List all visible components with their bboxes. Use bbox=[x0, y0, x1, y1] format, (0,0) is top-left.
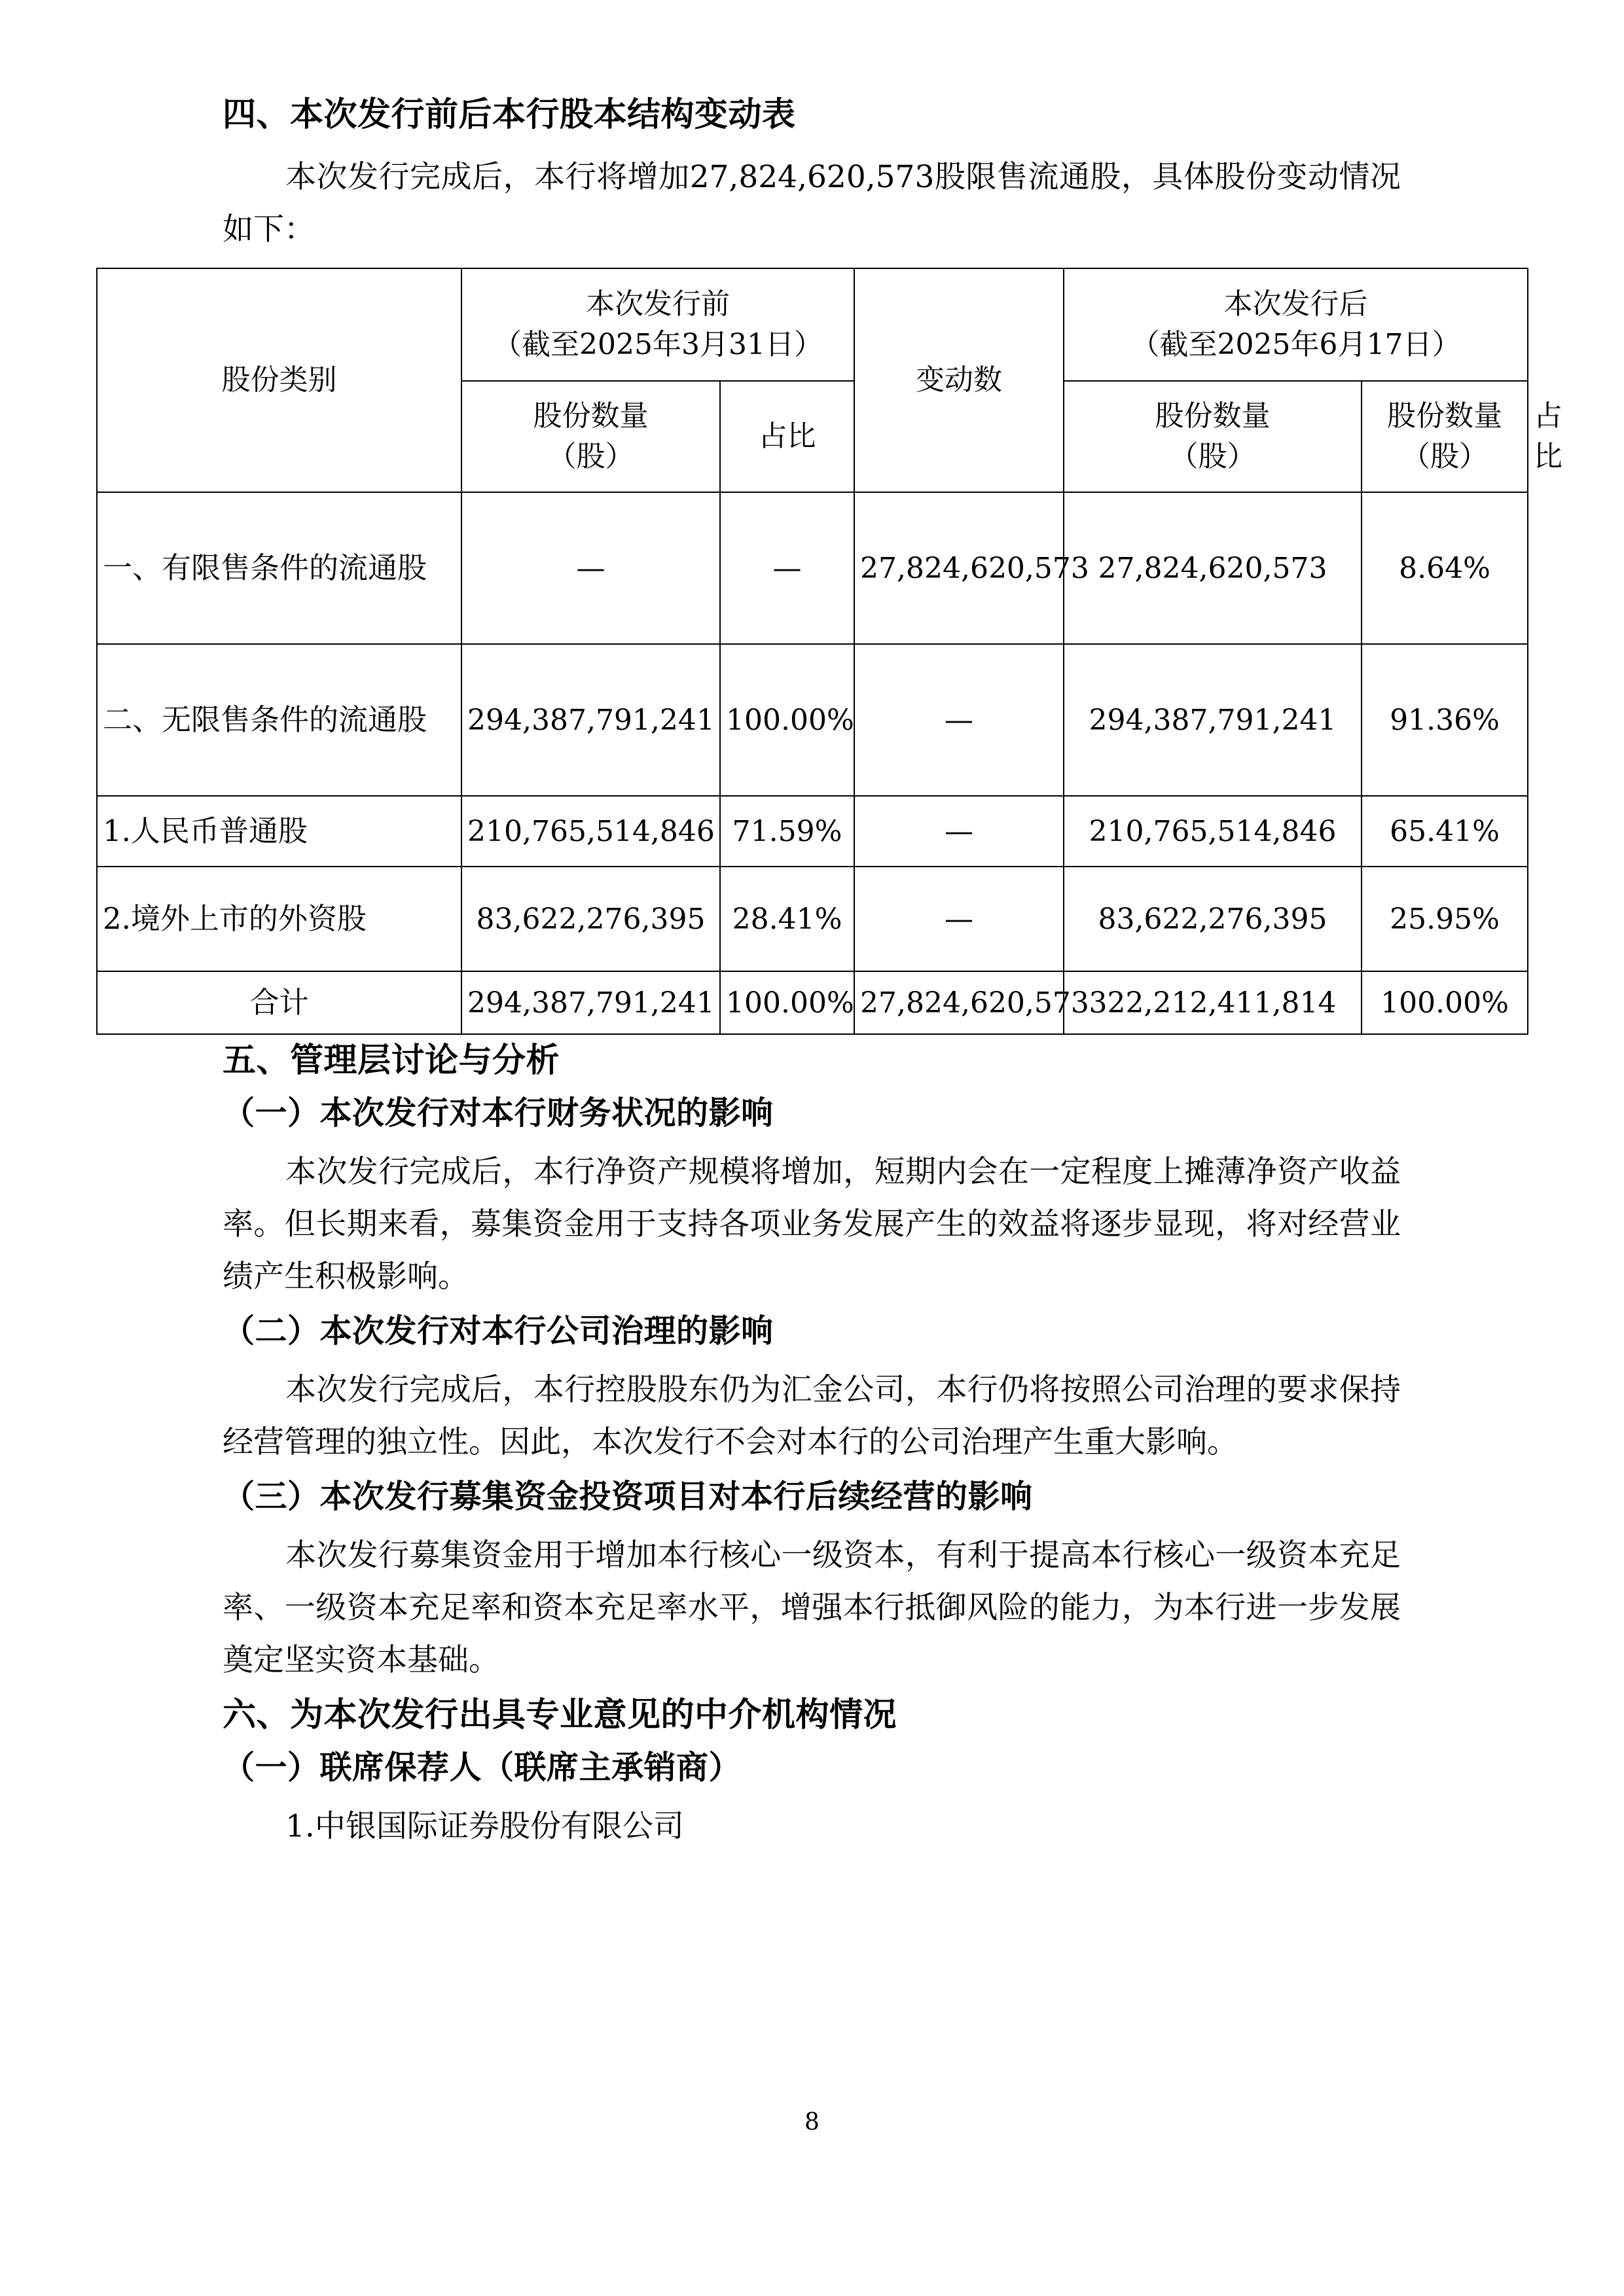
heading-5-1: （一）本次发行对本行财务状况的影响 bbox=[223, 1094, 774, 1132]
heading-section-four: 四、本次发行前后本行股本结构变动表 bbox=[223, 95, 796, 134]
row-shares-after: 294,387,791,241 bbox=[1064, 644, 1362, 796]
row-shares-before: — bbox=[461, 492, 720, 644]
header-group-after bbox=[1064, 268, 1528, 381]
table-row bbox=[97, 867, 1528, 971]
row-pct-before: 28.41% bbox=[720, 867, 854, 971]
row-label: 2.境外上市的外资股 bbox=[97, 867, 461, 971]
row-change: — bbox=[854, 796, 1064, 867]
row-shares-before: 83,622,276,395 bbox=[461, 867, 720, 971]
header-category: 股份类别 bbox=[97, 268, 461, 492]
header-group-change: 变动数 bbox=[854, 268, 1064, 492]
header-shares-after-l2: （股） bbox=[1401, 440, 1488, 473]
row-pct-before: 100.00% bbox=[720, 971, 854, 1034]
row-shares-before: 210,765,514,846 bbox=[461, 796, 720, 867]
paragraph-5-3: 本次发行募集资金用于增加本行核心一级资本，有利于提高本行核心一级资本充足率、一级资本充足率和资本充足率水平，增强本行抵御风险的能力，为本行进一步发展奠定坚实资本基础。 bbox=[223, 1537, 1401, 1678]
header-shares-change-l2: （股） bbox=[1169, 440, 1256, 473]
table-row bbox=[97, 492, 1528, 644]
table-header-row-sub: 股份数量 （股） 占比 股份数量 （股） 股份数量 （股） 占比 bbox=[97, 381, 1528, 492]
row-shares-before: 294,387,791,241 bbox=[461, 971, 720, 1034]
heading-5-2: （二）本次发行对本行公司治理的影响 bbox=[223, 1312, 774, 1350]
row-shares-before: 294,387,791,241 bbox=[461, 644, 720, 796]
table-header-row-groups bbox=[97, 268, 1528, 381]
share-structure-table bbox=[96, 268, 1562, 1035]
table-row-total bbox=[97, 971, 1528, 1034]
paragraph-5-1: 本次发行完成后，本行净资产规模将增加，短期内会在一定程度上摊薄净资产收益率。但长期来看，募集资金用于支持各项业务发展产生的效益将逐步显现，将对经营业绩产生积极影响。 bbox=[223, 1154, 1401, 1295]
row-pct-before: — bbox=[720, 492, 854, 644]
header-group-before bbox=[461, 268, 854, 381]
row-change: 27,824,620,573 bbox=[854, 971, 1064, 1034]
row-label: 合计 bbox=[97, 971, 461, 1034]
heading-section-six: 六、为本次发行出具专业意见的中介机构情况 bbox=[223, 1695, 897, 1734]
row-shares-after: 27,824,620,573 bbox=[1064, 492, 1362, 644]
table-row bbox=[97, 796, 1528, 867]
row-label: 二、无限售条件的流通股 bbox=[97, 644, 461, 796]
heading-6-1: （一）联席保荐人（联席主承销商） bbox=[223, 1748, 742, 1786]
header-pct-before: 占比 bbox=[720, 381, 854, 492]
page-content bbox=[103, 95, 1562, 1853]
row-change: — bbox=[854, 867, 1064, 971]
row-label: 一、有限售条件的流通股 bbox=[97, 492, 461, 644]
header-shares-after bbox=[1362, 381, 1528, 492]
header-shares-before-l1: 股份数量 bbox=[533, 399, 649, 433]
header-group-after-line1: 本次发行后 bbox=[1223, 287, 1368, 321]
header-shares-after-l1: 股份数量 bbox=[1387, 399, 1502, 433]
paragraph-5-2: 本次发行完成后，本行控股股东仍为汇金公司，本行仍将按照公司治理的要求保持经营管理的独立性。因此，本次发行不会对本行的公司治理产生重大影响。 bbox=[223, 1372, 1401, 1460]
page-number: 8 bbox=[804, 2109, 820, 2136]
header-shares-change-l1: 股份数量 bbox=[1155, 399, 1271, 433]
row-pct-after: 65.41% bbox=[1362, 796, 1528, 867]
heading-5-3: （三）本次发行募集资金投资项目对本行后续经营的影响 bbox=[223, 1477, 1033, 1515]
table-body bbox=[97, 492, 1528, 1034]
header-shares-change bbox=[1064, 381, 1362, 492]
header-shares-before-l2: （股） bbox=[547, 440, 634, 473]
table-row bbox=[97, 644, 1528, 796]
row-shares-after: 210,765,514,846 bbox=[1064, 796, 1362, 867]
row-shares-after: 83,622,276,395 bbox=[1064, 867, 1362, 971]
row-pct-after: 91.36% bbox=[1362, 644, 1528, 796]
header-group-after-line2: （截至2025年6月17日） bbox=[1130, 328, 1461, 361]
header-shares-before bbox=[461, 381, 720, 492]
row-pct-after: 100.00% bbox=[1362, 971, 1528, 1034]
table-head bbox=[97, 268, 1562, 492]
header-group-before-line1: 本次发行前 bbox=[586, 287, 730, 321]
header-group-before-line2: （截至2025年3月31日） bbox=[493, 328, 823, 361]
row-change: 27,824,620,573 bbox=[854, 492, 1064, 644]
row-pct-before: 100.00% bbox=[720, 644, 854, 796]
share-structure-table-wrapper bbox=[96, 268, 1562, 1035]
row-change: — bbox=[854, 644, 1064, 796]
row-label: 1.人民币普通股 bbox=[97, 796, 461, 867]
row-pct-after: 25.95% bbox=[1362, 867, 1528, 971]
heading-section-five: 五、管理层讨论与分析 bbox=[223, 1041, 560, 1080]
list-item-sponsor-1: 1.中银国际证券股份有限公司 bbox=[285, 1808, 684, 1844]
row-pct-after: 8.64% bbox=[1362, 492, 1528, 644]
intro-paragraph: 本次发行完成后，本行将增加27,824,620,573股限售流通股，具体股份变动情况如下： bbox=[223, 159, 1401, 247]
row-shares-after: 322,212,411,814 bbox=[1064, 971, 1362, 1034]
row-pct-before: 71.59% bbox=[720, 796, 854, 867]
